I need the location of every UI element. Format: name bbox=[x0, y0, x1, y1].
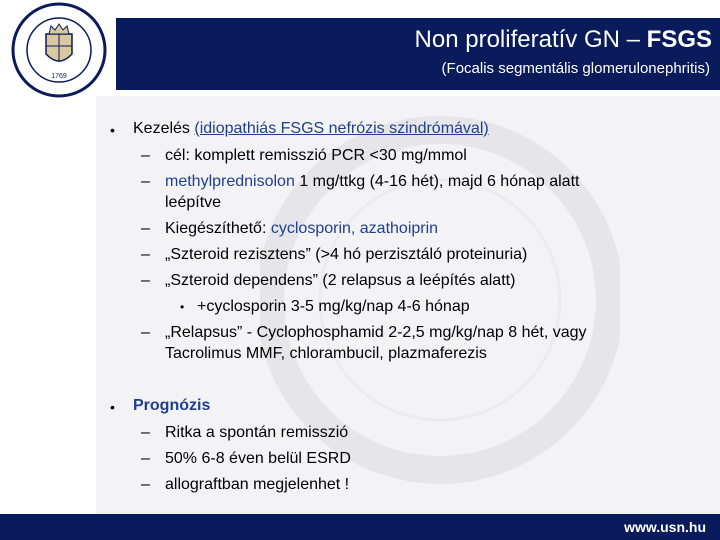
bullet-dot: • bbox=[110, 399, 115, 415]
svg-text:1769: 1769 bbox=[51, 73, 67, 80]
sub-item: Kiegészíthető: cyclosporin, azathoiprin bbox=[165, 220, 439, 237]
sub-item: „Szteroid rezisztens” (>4 hó perzisztáló proteinuria) bbox=[165, 246, 528, 263]
bullet-treatment: Kezelés (idiopathiás FSGS nefrózis szindrómával) bbox=[133, 120, 489, 137]
sub-item-continued: leépítve bbox=[165, 194, 222, 211]
bullet-dot: • bbox=[110, 122, 115, 138]
footer-bar bbox=[0, 514, 720, 540]
dash: – bbox=[141, 173, 150, 190]
sub-item: Ritka a spontán remisszió bbox=[165, 424, 349, 441]
dash: – bbox=[141, 220, 150, 237]
sub-sub-item: +cyclosporin 3-5 mg/kg/nap 4-6 hónap bbox=[197, 298, 470, 315]
dash: – bbox=[141, 147, 150, 164]
sub-item: cél: komplett remisszió PCR <30 mg/mmol bbox=[165, 147, 467, 164]
sub-item: „Relapsus” - Cyclophosphamid 2-2,5 mg/kg/nap 8 hét, vagy bbox=[165, 324, 587, 341]
slide-title: Non proliferatív GN – FSGS bbox=[414, 26, 712, 53]
dash: – bbox=[141, 272, 150, 289]
sub-item: methylprednisolon 1 mg/ttkg (4-16 hét), majd 6 hónap alatt bbox=[165, 173, 580, 190]
sub-item-continued: Tacrolimus MMF, chlorambucil, plazmaferezis bbox=[165, 345, 487, 362]
slide-subtitle: (Focalis segmentális glomerulonephritis) bbox=[441, 60, 710, 77]
dash: – bbox=[141, 450, 150, 467]
dash: – bbox=[141, 324, 150, 341]
sub-item: 50% 6-8 éven belül ESRD bbox=[165, 450, 351, 467]
bullet-prognosis: Prognózis bbox=[133, 397, 211, 414]
sub-item: allograftban megjelenhet ! bbox=[165, 476, 350, 493]
sub-bullet-dot: • bbox=[180, 300, 185, 314]
dash: – bbox=[141, 424, 150, 441]
dash: – bbox=[141, 246, 150, 263]
dash: – bbox=[141, 476, 150, 493]
footer-url[interactable]: www.usn.hu bbox=[624, 519, 706, 535]
sub-item: „Szteroid dependens” (2 relapsus a leépítés alatt) bbox=[165, 272, 516, 289]
treatment-link[interactable]: (idiopathiás FSGS nefrózis szindrómával) bbox=[194, 120, 489, 137]
